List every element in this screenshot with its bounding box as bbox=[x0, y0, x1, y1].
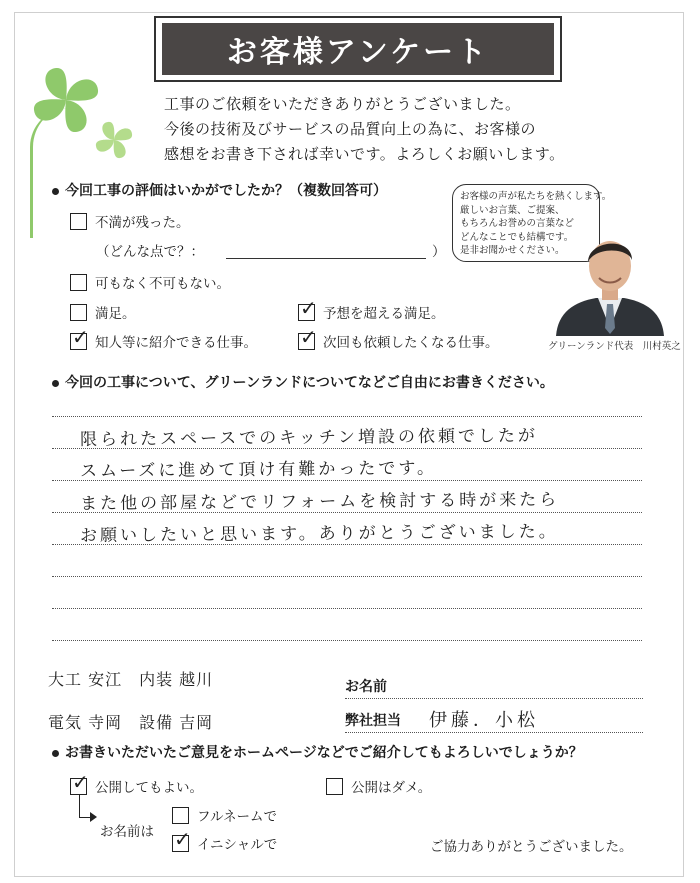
checkbox-checked[interactable] bbox=[172, 826, 191, 852]
name-line bbox=[345, 698, 643, 699]
check-mark-icon: ✓ bbox=[72, 769, 89, 794]
q3-heading-text: お書きいただいたご意見をホームページなどでご紹介してもよろしいでしょうか？ bbox=[65, 745, 583, 761]
option-satisfied[interactable] bbox=[70, 302, 136, 322]
bullet-icon bbox=[52, 380, 59, 387]
intro-line: 感想をお書き下されば幸いです。よろしくお願いします。 bbox=[164, 145, 565, 163]
clover-small-icon bbox=[90, 116, 138, 164]
option-publish-ok[interactable] bbox=[70, 769, 203, 796]
name-label: お名前 bbox=[345, 679, 387, 695]
staff-value: 伊藤．小松 bbox=[429, 710, 539, 731]
checkbox-checked[interactable] bbox=[298, 324, 317, 350]
title-banner bbox=[154, 16, 562, 82]
option-fullname[interactable] bbox=[172, 805, 277, 825]
check-mark-icon: ✓ bbox=[72, 324, 89, 349]
checkbox[interactable] bbox=[326, 778, 343, 795]
staff-line bbox=[345, 732, 643, 733]
ruled-line bbox=[52, 640, 642, 641]
check-mark-icon: ✓ bbox=[300, 324, 317, 349]
option-recommendable[interactable] bbox=[70, 324, 257, 351]
ruled-line bbox=[52, 576, 642, 577]
name-prefix: お名前は bbox=[100, 824, 154, 840]
checkbox-checked[interactable] bbox=[298, 295, 317, 321]
handwritten-comment-line: 限られたスペースでのキッチン増設の依頼でしたが bbox=[79, 426, 539, 450]
handwritten-comment-line: スムーズに進めて頂け有難かったです。 bbox=[79, 458, 438, 482]
detail-label: （どんな点で？： bbox=[96, 244, 204, 260]
option-label: 満足。 bbox=[95, 306, 136, 322]
option-label: 可もなく不可もない。 bbox=[95, 276, 230, 292]
option-beyond-expectation[interactable] bbox=[298, 295, 445, 322]
bubble-line: もちろんお誉めの言葉など bbox=[460, 218, 575, 229]
option-label: 不満が残った。 bbox=[95, 215, 190, 231]
page-title: お客様アンケート bbox=[162, 23, 554, 75]
checkbox-checked[interactable] bbox=[70, 769, 89, 795]
option-neutral[interactable] bbox=[70, 272, 230, 292]
option-label: 公開はダメ。 bbox=[351, 780, 432, 796]
checkbox[interactable] bbox=[70, 274, 87, 291]
handwritten-comment-line: お願いしたいと思います。ありがとうございました。 bbox=[79, 521, 559, 547]
handwritten-staff-note: 大工 安江 内装 越川 bbox=[48, 670, 214, 689]
q1-heading-text: 今回工事の評価はいかがでしたか？（複数回答可） bbox=[65, 183, 387, 199]
name-format-label bbox=[100, 820, 154, 840]
arrow-icon bbox=[90, 812, 97, 822]
checkbox[interactable] bbox=[70, 304, 87, 321]
handwritten-staff-note: 電気 寺岡 設備 吉岡 bbox=[48, 713, 214, 732]
detail-line bbox=[226, 258, 426, 259]
checkbox[interactable] bbox=[172, 807, 189, 824]
option-label: イニシャルで bbox=[197, 837, 278, 853]
bubble-line: 厳しいお言葉、ご提案、 bbox=[460, 204, 565, 216]
name-section bbox=[345, 672, 643, 742]
option-publish-ng[interactable] bbox=[326, 776, 431, 796]
bubble-line: 是非お聞かせください。 bbox=[460, 245, 565, 256]
check-mark-icon: ✓ bbox=[174, 826, 191, 851]
checkbox[interactable] bbox=[70, 213, 87, 230]
bullet-icon bbox=[52, 750, 59, 757]
option-label: 次回も依頼したくなる仕事。 bbox=[323, 335, 499, 351]
intro-text bbox=[164, 92, 634, 167]
option-dissatisfied[interactable] bbox=[70, 211, 190, 231]
bubble-line: お客様の声が私たちを熱くします。 bbox=[460, 191, 612, 202]
option-label: 知人等に紹介できる仕事。 bbox=[95, 335, 257, 351]
staff-label: 弊社担当 bbox=[345, 713, 401, 729]
q3-heading bbox=[52, 742, 583, 762]
representative-caption: グリーンランド代表 川村英之 bbox=[548, 341, 681, 352]
bullet-icon bbox=[52, 188, 59, 195]
check-mark-icon: ✓ bbox=[300, 295, 317, 320]
bubble-line: どんなことでも結構です。 bbox=[460, 231, 574, 243]
intro-line: 工事のご依頼をいただきありがとうございました。 bbox=[164, 95, 521, 113]
handwritten-comment-line: また他の部屋などでリフォームを検討する時が来たら bbox=[79, 489, 560, 515]
q2-heading bbox=[52, 372, 554, 392]
q2-heading-text: 今回の工事について、グリーンランドについてなどご自由にお書きください。 bbox=[65, 375, 554, 391]
option-label: フルネームで bbox=[197, 809, 278, 825]
ruled-line bbox=[52, 608, 642, 609]
detail-close: ） bbox=[432, 244, 446, 260]
option-label: 公開してもよい。 bbox=[95, 780, 203, 796]
ruled-line bbox=[52, 416, 642, 417]
option-label: 予想を超える満足。 bbox=[323, 306, 445, 322]
q1-heading bbox=[52, 180, 387, 200]
option-request-again[interactable] bbox=[298, 324, 499, 351]
detail-field[interactable] bbox=[96, 240, 446, 260]
checkbox-checked[interactable] bbox=[70, 324, 89, 350]
option-initial[interactable] bbox=[172, 826, 278, 853]
representative-photo bbox=[552, 228, 668, 336]
intro-line: 今後の技術及びサービスの品質向上の為に、お客様の bbox=[164, 120, 537, 138]
footer-thanks: ご協力ありがとうございました。 bbox=[430, 839, 633, 855]
